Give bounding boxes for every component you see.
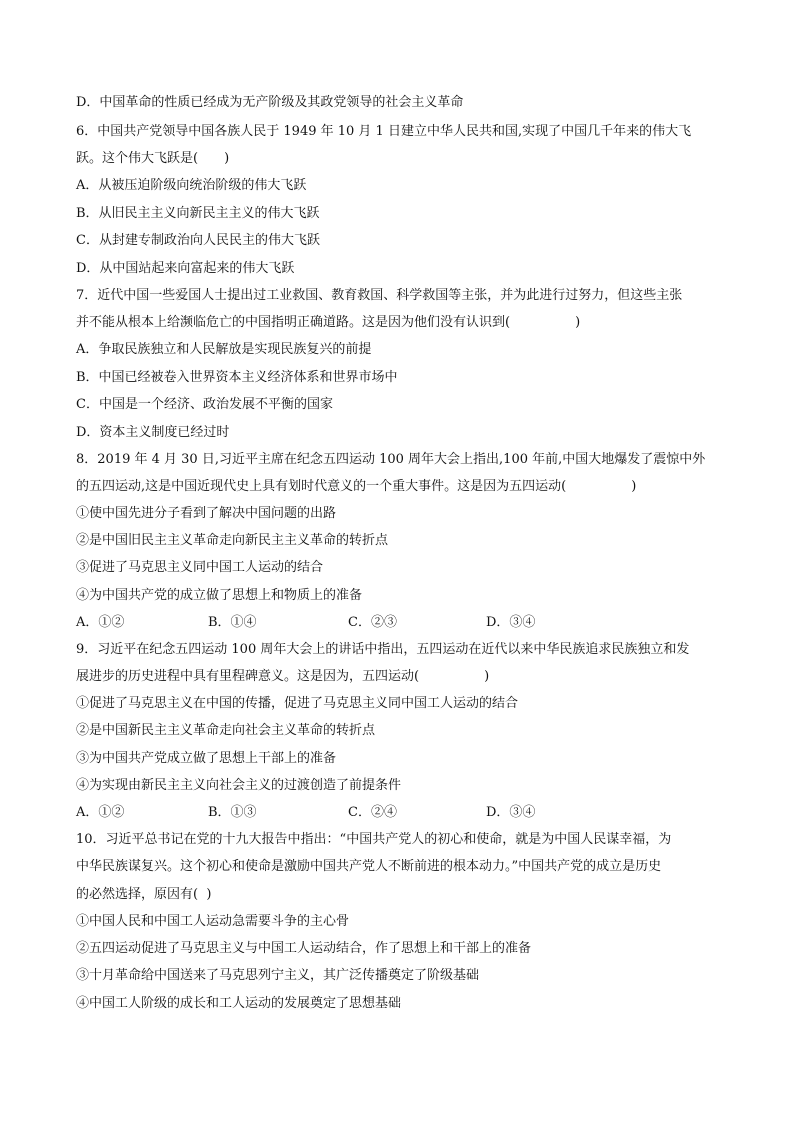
option-c: C．从封建专制政治向人民民主的伟大飞跃 [76,233,320,248]
statement-3: ③为中国共产党成立做了思想上干部上的准备 [76,751,337,766]
option-a: A．从被压迫阶级向统治阶级的伟大飞跃 [76,178,307,193]
statement-3: ③十月革命给中国送来了马克思列宁主义，其广泛传播奠定了阶级基础 [76,968,480,983]
question-10-stem: 10．习近平总书记在党的十九大报告中指出：“中国共产党人的初心和使命，就是为中国人民谋幸福，为 [76,832,672,847]
statement-4: ④中国工人阶级的成长和工人运动的发展奠定了思想基础 [76,996,402,1011]
option-b: B．①③ [208,805,257,820]
option-a: A．①② [76,805,125,820]
option-d: D．③④ [486,805,536,820]
option-a: A．争取民族独立和人民解放是实现民族复兴的前提 [76,342,372,357]
question-6-stem: 跃。这个伟大飞跃是( ) [76,151,230,166]
statement-4: ④为实现由新民主主义向社会主义的过渡创造了前提条件 [76,778,402,793]
statement-2: ②五四运动促进了马克思主义与中国工人运动结合，作了思想上和干部上的准备 [76,941,532,956]
option-c: C．②④ [348,805,397,820]
statement-2: ②是中国新民主主义革命走向社会主义革命的转折点 [76,723,376,738]
option-d: D．资本主义制度已经过时 [76,425,230,440]
question-10-stem: 中华民族谋复兴。这个初心和使命是激励中国共产党人不断前进的根本动力。”中国共产党的成立是历史 [76,859,662,874]
question-7-stem: 7．近代中国一些爱国人士提出过工业救国、教育救国、科学救国等主张，并为此进行过努力，但这些主张 [76,288,683,303]
question-7-stem: 并不能从根本上给濒临危亡的中国指明正确道路。这是因为他们没有认识到( ) [76,315,581,330]
statement-1: ①使中国先进分子看到了解决中国问题的出路 [76,506,337,521]
statement-2: ②是中国旧民主主义革命走向新民主主义革命的转折点 [76,533,389,548]
statement-1: ①促进了马克思主义在中国的传播，促进了马克思主义同中国工人运动的结合 [76,696,519,711]
question-9-stem: 9．习近平在纪念五四运动 100 周年大会上的讲话中指出，五四运动在近代以来中华民族追求民族独立和发 [76,642,690,657]
question-8-stem: 的五四运动,这是中国近现代史上具有划时代意义的一个重大事件。这是因为五四运动( ) [76,479,637,494]
question-9-stem: 展进步的历史进程中具有里程碑意义。这是因为，五四运动( ) [76,669,490,684]
option-c: C．中国是一个经济、政治发展不平衡的国家 [76,397,333,412]
option-b: B．从旧民主主义向新民主主义的伟大飞跃 [76,206,320,221]
question-10-stem: 的必然选择，原因有( ) [76,887,212,902]
option-b: B．中国已经被卷入世界资本主义经济体系和世界市场中 [76,370,398,385]
option-a: A．①② [76,615,125,630]
statement-1: ①中国人民和中国工人运动急需要斗争的主心骨 [76,914,350,929]
option-d: D．从中国站起来向富起来的伟大飞跃 [76,261,295,276]
statement-3: ③促进了马克思主义同中国工人运动的结合 [76,560,324,575]
option-d: D．③④ [486,615,536,630]
statement-4: ④为中国共产党的成立做了思想上和物质上的准备 [76,588,363,603]
question-8-stem: 8．2019 年 4 月 30 日,习近平主席在纪念五四运动 100 周年大会上指出,100 年前,中国大地爆发了震惊中外 [76,452,706,467]
text-line: D．中国革命的性质已经成为无产阶级及其政党领导的社会主义革命 [76,95,464,110]
option-b: B．①④ [208,615,257,630]
question-6-stem: 6．中国共产党领导中国各族人民于 1949 年 10 月 1 日建立中华人民共和国,实现了中国几千年来的伟大飞 [76,124,692,139]
option-c: C．②③ [348,615,397,630]
